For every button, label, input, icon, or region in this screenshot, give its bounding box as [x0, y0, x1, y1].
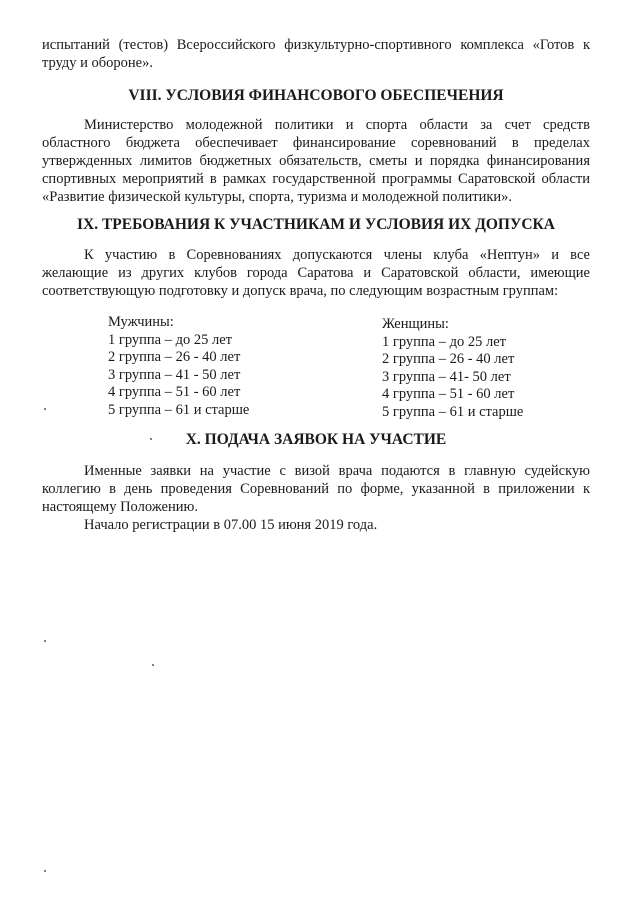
scan-speck: [44, 640, 46, 642]
men-heading: Мужчины:: [108, 314, 174, 330]
section-10-paragraph-2: Начало регистрации в 07.00 15 июня 2019 года.: [84, 517, 378, 533]
section-10-paragraph-1: Именные заявки на участие с визой врача подаются в главную судейскую коллегию в день проведения Соревнований по форме, указанной в приложении к настоящему Положению.: [42, 463, 590, 515]
women-group-1: 1 группа – до 25 лет: [382, 333, 506, 350]
section-9-heading: IX. ТРЕБОВАНИЯ К УЧАСТНИКАМ И УСЛОВИЯ ИХ ДОПУСКА: [76, 216, 555, 233]
scan-speck: [150, 438, 152, 440]
men-group-1: 1 группа – до 25 лет: [108, 331, 232, 348]
women-group-2: 2 группа – 26 - 40 лет: [382, 351, 515, 367]
scan-speck: [44, 870, 46, 872]
men-group-3: 3 группа – 41 - 50 лет: [108, 366, 241, 383]
men-group-5: 5 группа – 61 и старше: [108, 401, 250, 418]
men-age-groups: [108, 314, 249, 419]
men-group-2: 2 группа – 26 - 40 лет: [108, 349, 241, 365]
men-group-4: 4 группа – 51 - 60 лет: [108, 384, 241, 400]
women-heading: Женщины:: [382, 316, 449, 332]
scan-speck: [152, 664, 154, 666]
section-8-heading: VIII. УСЛОВИЯ ФИНАНСОВОГО ОБЕСПЕЧЕНИЯ: [128, 87, 504, 104]
women-group-3: 3 группа – 41- 50 лет: [382, 368, 511, 385]
scan-speck: [44, 408, 46, 410]
women-group-4: 4 группа – 51 - 60 лет: [382, 386, 515, 402]
women-age-groups: [382, 316, 523, 421]
section-10-heading: X. ПОДАЧА ЗАЯВОК НА УЧАСТИЕ: [185, 431, 447, 448]
section-8-paragraph: Министерство молодежной политики и спорта области за счет средств областного бюджета обеспечивает финансирование соревнований в пределах утвержденных лимитов бюджетных обязательств, сметы и порядка финансирования спортивных мероприятий в рамках государственной программы Саратовской области «Развитие физической культуры, спорта, туризма и молодежной политики».: [42, 117, 590, 205]
section-9-paragraph: К участию в Соревнованиях допускаются члены клуба «Нептун» и все желающие из других клубов города Саратова и Саратовской области, имеющие соответствующую подготовку и допуск врача, по следующим возрастным группам:: [42, 247, 590, 299]
intro-tail-paragraph: испытаний (тестов) Всероссийского физкультурно-спортивного комплекса «Готов к труду и обороне».: [42, 37, 590, 71]
women-group-5: 5 группа – 61 и старше: [382, 403, 524, 420]
